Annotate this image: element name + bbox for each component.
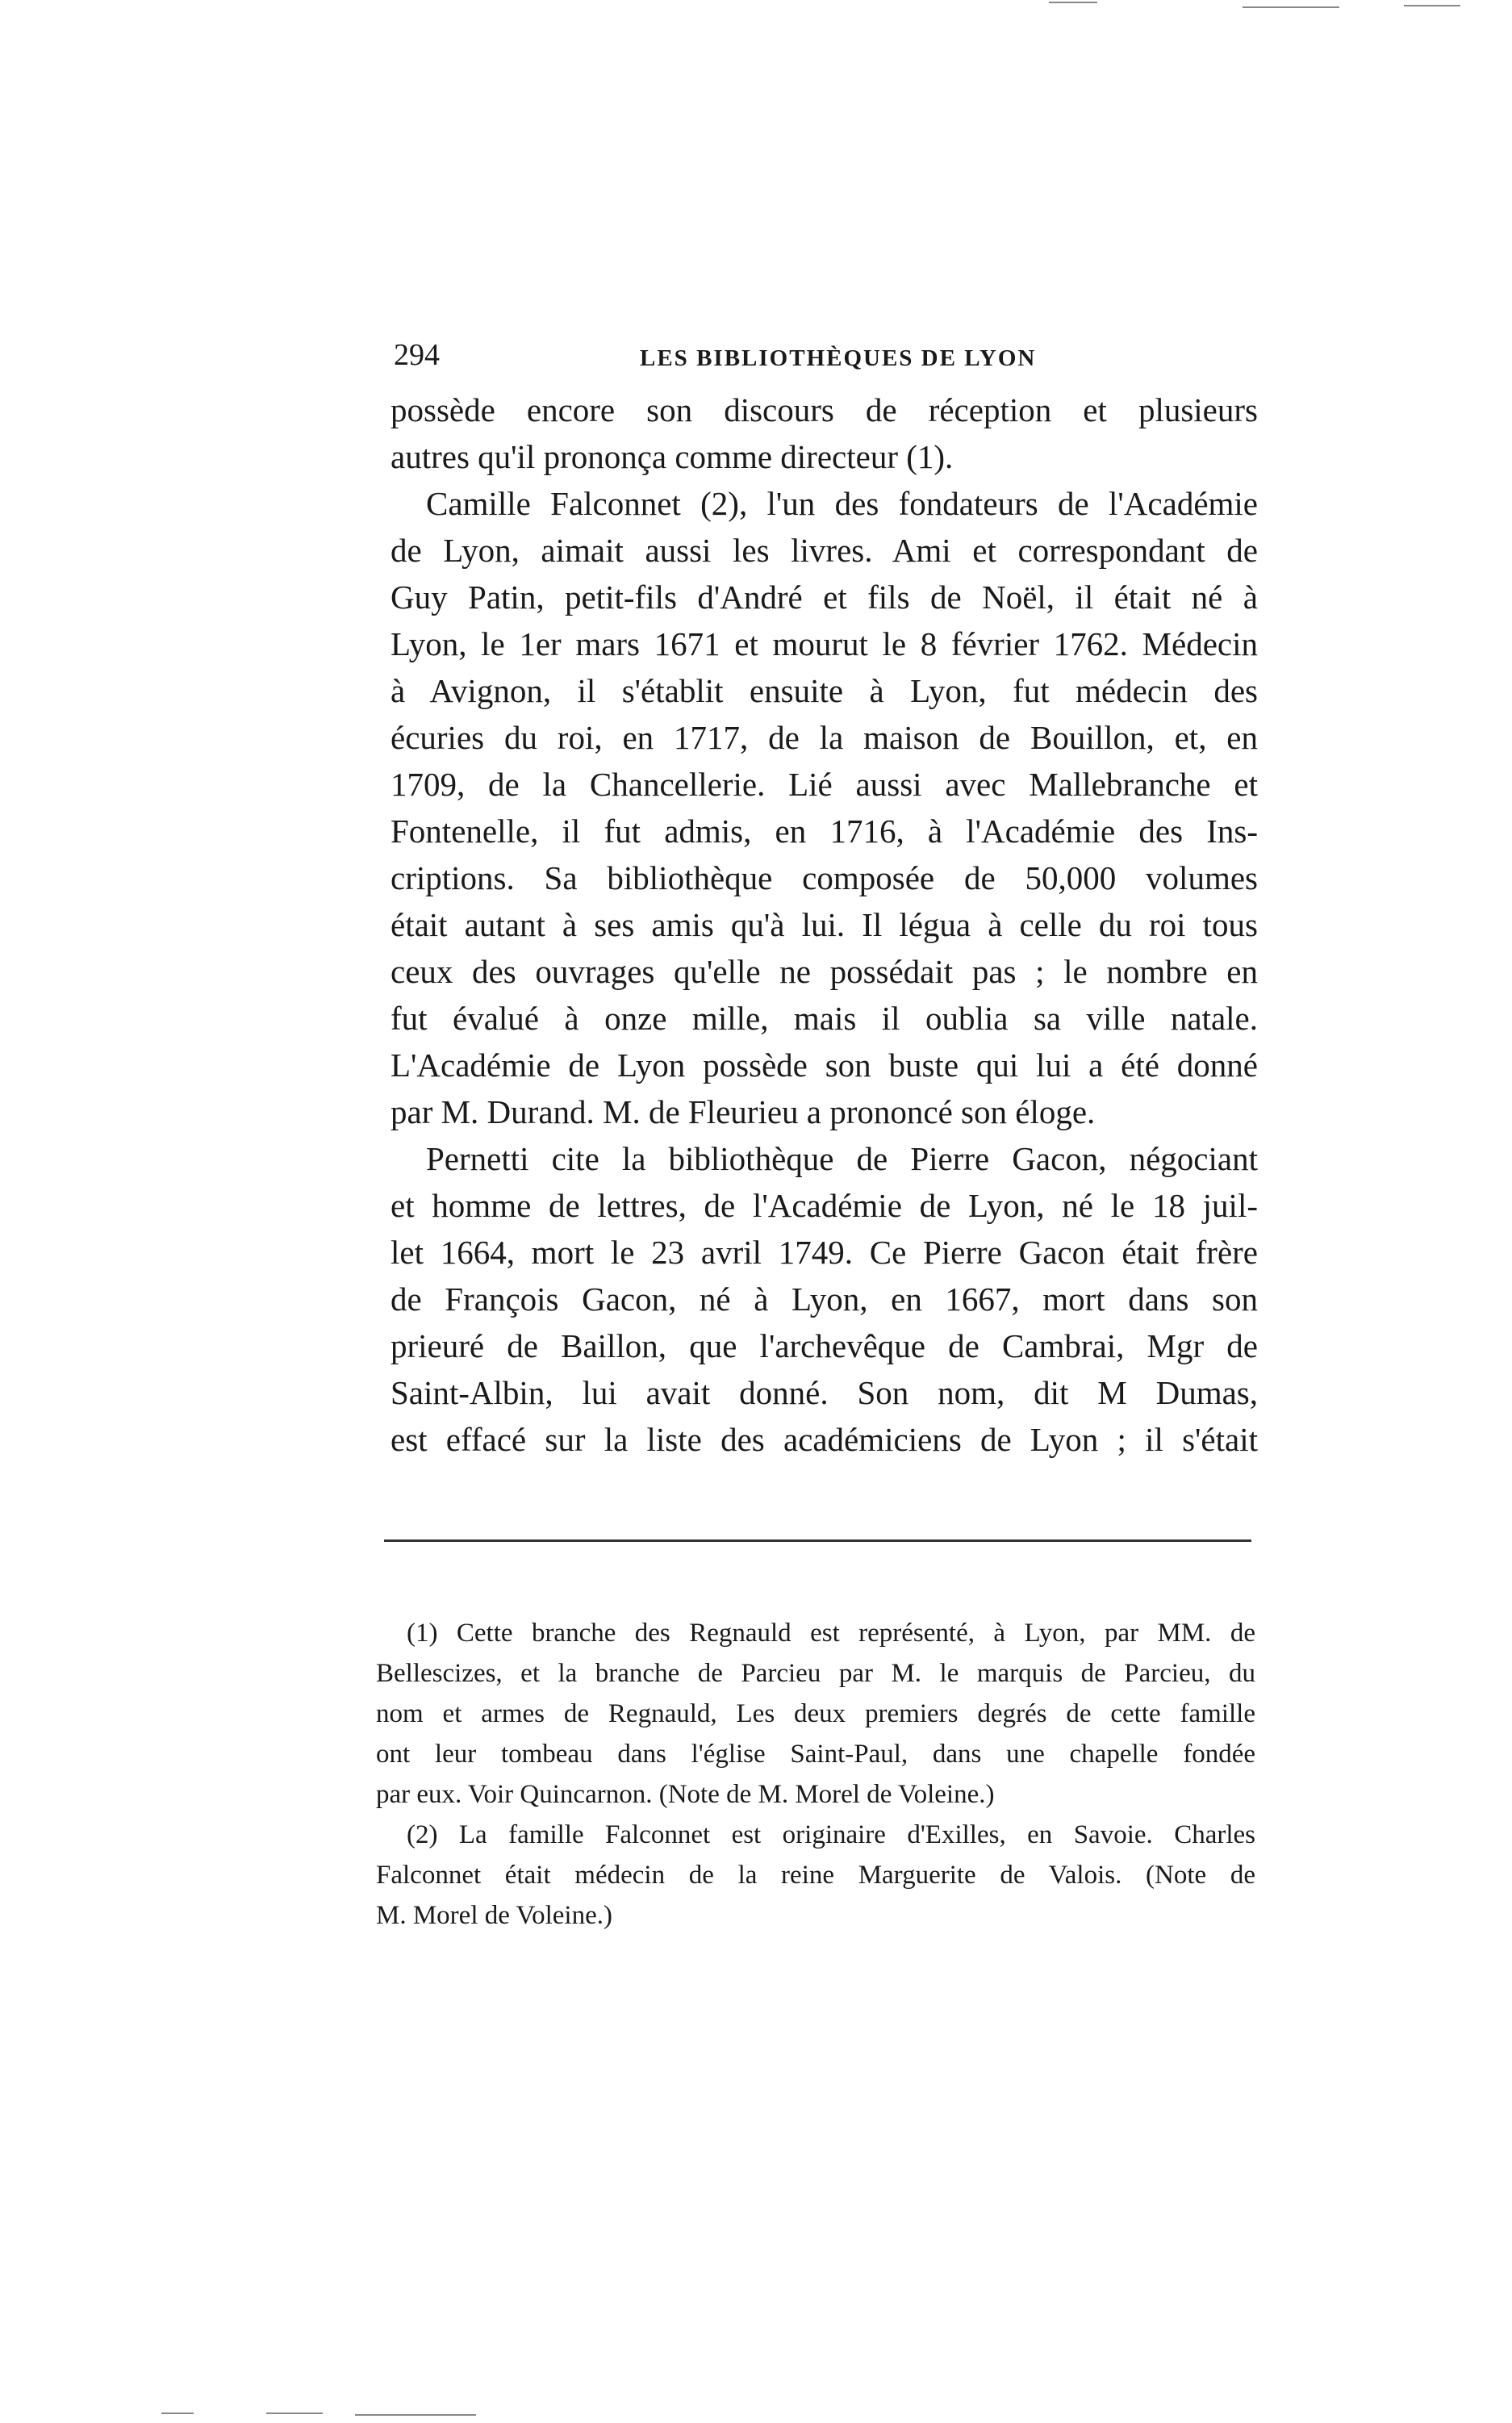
body-line: 1709, de la Chancellerie. Lié aussi avec Mallebranche et [391, 766, 1258, 803]
body-line: par M. Durand. M. de Fleurieu a prononcé son éloge. [391, 1093, 1096, 1130]
body-line: Saint-Albin, lui avait donné. Son nom, dit M Dumas, [391, 1374, 1258, 1411]
body-line: prieuré de Baillon, que l'archevêque de Cambrai, Mgr de [391, 1327, 1258, 1364]
body-line: L'Académie de Lyon possède son buste qui lui a été donné [391, 1046, 1258, 1084]
scan-artifact [355, 2414, 476, 2416]
page-number: 294 [394, 338, 440, 372]
footnote-line: M. Morel de Voleine.) [376, 1901, 612, 1930]
body-line: à Avignon, il s'établit ensuite à Lyon, fut médecin des [391, 672, 1258, 709]
body-line: écuries du roi, en 1717, de la maison de Bouillon, et, en [391, 719, 1258, 756]
footnote-separator [384, 1539, 1251, 1542]
scan-artifact [1404, 5, 1460, 6]
footnote-line: (1) Cette branche des Regnauld est représenté, à Lyon, par MM. de [407, 1619, 1255, 1648]
body-line: Fontenelle, il fut admis, en 1716, à l'Académie des Ins- [391, 813, 1258, 850]
body-line: de François Gacon, né à Lyon, en 1667, mort dans son [391, 1280, 1258, 1318]
body-line: Guy Patin, petit-fils d'André et fils de Noël, il était né à [391, 579, 1258, 616]
scan-artifact [1049, 2, 1097, 3]
scan-artifact [161, 2413, 194, 2414]
scan-artifact [1243, 6, 1339, 8]
running-title: LES BIBLIOTHÈQUES DE LYON [640, 345, 1037, 371]
body-line: ceux des ouvrages qu'elle ne possédait pas ; le nombre en [391, 953, 1258, 990]
footnote-line: par eux. Voir Quincarnon. (Note de M. Morel de Voleine.) [376, 1780, 995, 1809]
body-line: autres qu'il prononça comme directeur (1). [391, 438, 954, 475]
body-line: de Lyon, aimait aussi les livres. Ami et correspondant de [391, 532, 1258, 569]
footnote-line: Bellescizes, et la branche de Parcieu par M. le marquis de Parcieu, du [376, 1659, 1255, 1688]
page-header [394, 331, 1281, 379]
paragraph-start-line: Pernetti cite la bibliothèque de Pierre Gacon, négociant [426, 1140, 1258, 1177]
footnote-line: Falconnet était médecin de la reine Marguerite de Valois. (Note de [376, 1861, 1255, 1890]
scan-artifact [266, 2413, 323, 2414]
body-line: Lyon, le 1er mars 1671 et mourut le 8 février 1762. Médecin [391, 625, 1258, 662]
body-line: fut évalué à onze mille, mais il oublia sa ville natale. [391, 1000, 1258, 1037]
footnote-line: ont leur tombeau dans l'église Saint-Paul, dans une chapelle fondée [376, 1740, 1255, 1769]
footnote-line: nom et armes de Regnauld, Les deux premiers degrés de cette famille [376, 1699, 1255, 1728]
body-line: et homme de lettres, de l'Académie de Lyon, né le 18 juil- [391, 1187, 1258, 1224]
body-line: possède encore son discours de réception et plusieurs [391, 391, 1258, 428]
body-line: let 1664, mort le 23 avril 1749. Ce Pierre Gacon était frère [391, 1234, 1258, 1271]
footnote-line: (2) La famille Falconnet est originaire d'Exilles, en Savoie. Charles [407, 1820, 1255, 1849]
body-line: est effacé sur la liste des académiciens de Lyon ; il s'était [391, 1421, 1258, 1458]
body-line: criptions. Sa bibliothèque composée de 50,000 volumes [391, 859, 1258, 896]
paragraph-start-line: Camille Falconnet (2), l'un des fondateurs de l'Académie [426, 485, 1258, 522]
body-line: était autant à ses amis qu'à lui. Il légua à celle du roi tous [391, 906, 1258, 943]
